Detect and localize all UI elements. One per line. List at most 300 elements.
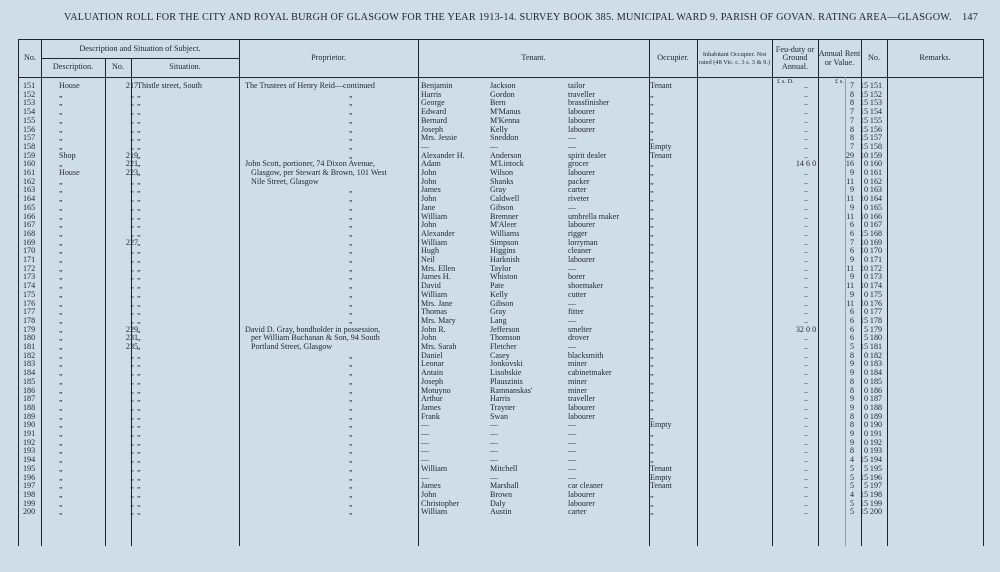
row-number: 197 xyxy=(23,481,36,491)
tenant-occupation: car cleaner xyxy=(568,481,604,491)
row-number: 188 xyxy=(23,402,36,412)
tenant-occupation: labourer xyxy=(568,411,595,421)
tenant-surname: Jackson xyxy=(490,81,516,90)
tenant-occupation: miner xyxy=(568,359,587,369)
occupier-cell: „ xyxy=(650,507,654,517)
description-cell: „ xyxy=(59,202,63,212)
rent-pounds: 8 xyxy=(849,420,854,430)
occupier-cell: „ xyxy=(650,107,654,117)
description-cell: „ xyxy=(59,159,63,169)
rent-shillings: 15 xyxy=(859,107,868,117)
description-cell: „ xyxy=(59,342,63,351)
tenant-first-name: — xyxy=(421,429,430,438)
feu-duty-cell: .. xyxy=(803,342,809,351)
proprietor-ditto: „ xyxy=(349,272,353,282)
tenant-surname: Wilson xyxy=(490,168,514,177)
situation-cell: „ xyxy=(137,394,141,404)
tenant-occupation: — xyxy=(568,463,577,473)
row-number-right: 187 xyxy=(869,394,883,404)
situation-cell: „ xyxy=(137,333,141,343)
description-cell: House xyxy=(59,81,80,90)
row-number-right: 153 xyxy=(869,98,883,108)
house-number-cell: „ xyxy=(130,368,134,378)
situation-cell: „ xyxy=(137,255,141,264)
feu-duty-cell: .. xyxy=(803,394,809,404)
row-number: 195 xyxy=(23,463,36,473)
occupier-cell: „ xyxy=(650,211,654,221)
rent-pounds: 8 xyxy=(849,411,854,421)
tenant-surname: Gray xyxy=(490,185,507,195)
rent-pounds: 8 xyxy=(849,133,854,143)
feu-duty-cell: .. xyxy=(803,107,809,117)
row-number-right: 160 xyxy=(869,159,883,169)
tenant-first-name: Hugh xyxy=(421,246,439,256)
rent-pounds: 9 xyxy=(849,255,854,264)
rent-shillings: 15 xyxy=(859,98,868,108)
feu-duty-cell: .. xyxy=(803,333,809,343)
proprietor-ditto: „ xyxy=(349,228,353,238)
proprietor-ditto: „ xyxy=(349,298,353,308)
row-number: 170 xyxy=(23,246,36,256)
situation-cell: „ xyxy=(137,368,141,378)
tenant-surname: Bremner xyxy=(490,211,519,221)
tenant-first-name: John xyxy=(421,333,437,343)
house-number-cell: „ xyxy=(130,289,134,299)
occupier-cell: „ xyxy=(650,255,654,264)
house-number-cell: „ xyxy=(130,202,134,212)
situation-cell: „ xyxy=(137,124,141,134)
subheader-rule xyxy=(41,58,239,59)
situation-cell: „ xyxy=(137,289,141,299)
tenant-surname: M'Lintock xyxy=(490,159,524,169)
occupier-cell: „ xyxy=(650,281,654,291)
rent-shillings: 15 xyxy=(859,81,868,90)
occupier-cell: „ xyxy=(650,359,654,369)
tenant-surname: Caldwell xyxy=(490,194,520,204)
rent-shillings: 15 xyxy=(859,455,868,465)
row-number: 191 xyxy=(23,429,36,438)
occupier-cell: Tenant xyxy=(650,481,672,491)
rent-shillings: 5 xyxy=(863,333,868,343)
row-number-right: 191 xyxy=(869,429,883,438)
occupier-cell: „ xyxy=(650,324,654,334)
col-header-feu-duty: Feu-duty or Ground Annual. xyxy=(775,44,815,71)
tenant-occupation: — xyxy=(568,298,577,308)
tenant-surname: Pate xyxy=(490,281,504,291)
feu-duty-cell: 32 0 0 xyxy=(795,324,817,334)
feu-duty-cell: .. xyxy=(803,489,809,499)
rent-pounds: 9 xyxy=(849,429,854,438)
occupier-cell: „ xyxy=(650,176,654,186)
situation-cell: „ xyxy=(137,385,141,395)
rent-pounds: 9 xyxy=(849,185,854,195)
tenant-surname: — xyxy=(490,472,499,482)
feu-duty-cell: .. xyxy=(803,376,809,386)
description-cell: „ xyxy=(59,89,63,99)
rent-shillings: 0 xyxy=(863,220,868,230)
row-number-right: 151 xyxy=(869,81,883,90)
proprietor-ditto: „ xyxy=(349,507,353,517)
tenant-first-name: Benjamin xyxy=(421,81,453,90)
rent-shillings: 0 xyxy=(863,376,868,386)
row-number: 173 xyxy=(23,272,36,282)
situation-cell: „ xyxy=(137,298,141,308)
description-cell: „ xyxy=(59,281,63,291)
row-number: 155 xyxy=(23,115,36,125)
row-number-right: 190 xyxy=(869,420,883,430)
situation-cell: „ xyxy=(137,359,141,369)
description-cell: „ xyxy=(59,429,63,438)
proprietor-text: Portland Street, Glasgow xyxy=(251,342,333,351)
occupier-cell: „ xyxy=(650,133,654,143)
tenant-surname: Jonkovski xyxy=(490,359,523,369)
tenant-occupation: labourer xyxy=(568,115,595,125)
row-number-right: 199 xyxy=(869,498,883,508)
row-number: 168 xyxy=(23,228,36,238)
proprietor-ditto: „ xyxy=(349,350,353,360)
rent-shillings: 15 xyxy=(859,115,868,125)
proprietor-ditto: „ xyxy=(349,98,353,108)
house-number-cell: „ xyxy=(130,385,134,395)
proprietor-ditto: „ xyxy=(349,255,353,264)
col-header-inhabitant: Inhabitant Occupier. Not rated (48 Vic. c. 3 s. 3 & 9.) xyxy=(698,51,771,66)
tenant-occupation: brassfinisher xyxy=(568,98,610,108)
tenant-surname: — xyxy=(490,429,499,438)
description-cell: „ xyxy=(59,333,63,343)
tenant-occupation: carter xyxy=(568,507,587,517)
proprietor-ditto: „ xyxy=(349,289,353,299)
feu-duty-cell: .. xyxy=(803,89,809,99)
situation-cell: „ xyxy=(137,455,141,465)
occupier-cell: „ xyxy=(650,272,654,282)
house-number-cell: „ xyxy=(130,437,134,447)
feu-duty-cell: .. xyxy=(803,185,809,195)
proprietor-ditto: „ xyxy=(349,446,353,456)
row-number-right: 177 xyxy=(869,307,883,317)
proprietor-ditto: „ xyxy=(349,402,353,412)
house-number-cell: „ xyxy=(130,376,134,386)
occupier-cell: „ xyxy=(650,220,654,230)
house-number-cell: 231 xyxy=(125,333,139,343)
rent-shillings: 10 xyxy=(859,263,868,273)
feu-duty-cell: .. xyxy=(803,359,809,369)
tenant-surname: Lisobskie xyxy=(490,368,522,378)
occupier-cell: „ xyxy=(650,194,654,204)
proprietor-ditto: „ xyxy=(349,359,353,369)
tenant-surname: Jefferson xyxy=(490,324,520,334)
proprietor-text: Glasgow, per Stewart & Brown, 101 West xyxy=(251,168,387,177)
description-cell: „ xyxy=(59,176,63,186)
situation-cell: „ xyxy=(137,437,141,447)
description-cell: „ xyxy=(59,115,63,125)
proprietor-ditto: „ xyxy=(349,429,353,438)
row-number-right: 180 xyxy=(869,333,883,343)
tenant-occupation: traveller xyxy=(568,89,595,99)
row-number: 194 xyxy=(23,455,36,465)
row-number: 187 xyxy=(23,394,36,404)
tenant-surname: Ramnanskas' xyxy=(490,385,533,395)
situation-cell: „ xyxy=(137,420,141,430)
row-number: 183 xyxy=(23,359,36,369)
row-number-right: 155 xyxy=(869,115,883,125)
house-number-cell: „ xyxy=(130,133,134,143)
row-number: 193 xyxy=(23,446,36,456)
rent-pounds: 5 xyxy=(849,507,854,517)
tenant-surname: Trayner xyxy=(490,402,516,412)
situation-cell: „ xyxy=(137,150,141,160)
row-number-right: 159 xyxy=(869,150,883,160)
row-number: 176 xyxy=(23,298,36,308)
description-cell: „ xyxy=(59,489,63,499)
row-number: 171 xyxy=(23,255,36,264)
row-number-right: 192 xyxy=(869,437,883,447)
rent-pounds: 8 xyxy=(849,350,854,360)
tenant-surname: Taylor xyxy=(490,263,512,273)
tenant-occupation: miner xyxy=(568,376,587,386)
proprietor-ditto: „ xyxy=(349,124,353,134)
proprietor-ditto: „ xyxy=(349,246,353,256)
situation-cell: „ xyxy=(137,350,141,360)
row-number: 161 xyxy=(23,168,36,177)
row-number-right: 179 xyxy=(869,324,883,334)
row-number: 179 xyxy=(23,324,36,334)
tenant-occupation: labourer xyxy=(568,255,595,264)
feu-duty-cell: .. xyxy=(803,176,809,186)
tenant-surname: M'Aleer xyxy=(490,220,517,230)
proprietor-ditto: „ xyxy=(349,281,353,291)
tenant-first-name: William xyxy=(421,289,448,299)
house-number-cell: „ xyxy=(130,124,134,134)
tenant-first-name: John xyxy=(421,168,437,177)
occupier-cell: „ xyxy=(650,228,654,238)
tenant-first-name: John R. xyxy=(421,324,446,334)
tenant-occupation: traveller xyxy=(568,394,595,404)
tenant-occupation: — xyxy=(568,420,577,430)
description-cell: „ xyxy=(59,133,63,143)
col-header-no-right: No. xyxy=(867,53,881,63)
tenant-occupation: borer xyxy=(568,272,586,282)
row-number: 177 xyxy=(23,307,36,317)
row-number-right: 184 xyxy=(869,368,883,378)
tenant-surname: Bern xyxy=(490,98,506,108)
row-number-right: 200 xyxy=(869,507,883,517)
description-cell: „ xyxy=(59,359,63,369)
situation-cell: „ xyxy=(137,220,141,230)
description-cell: „ xyxy=(59,368,63,378)
occupier-cell: Empty xyxy=(650,141,672,151)
feu-duty-cell: .. xyxy=(803,411,809,421)
tenant-surname: Thomson xyxy=(490,333,521,343)
house-number-cell: 229 xyxy=(125,324,139,334)
tenant-occupation: — xyxy=(568,133,577,143)
proprietor-ditto: „ xyxy=(349,211,353,221)
house-number-cell: „ xyxy=(130,263,134,273)
feu-duty-cell: .. xyxy=(803,298,809,308)
feu-duty-cell: .. xyxy=(803,307,809,317)
situation-cell: „ xyxy=(137,107,141,117)
tenant-occupation: labourer xyxy=(568,168,595,177)
rent-shillings: 0 xyxy=(863,272,868,282)
situation-cell: „ xyxy=(137,246,141,256)
tenant-first-name: John xyxy=(421,176,437,186)
occupier-cell: „ xyxy=(650,159,654,169)
feu-duty-cell: .. xyxy=(803,194,809,204)
house-number-cell: 227 xyxy=(125,237,139,247)
tenant-occupation: tailor xyxy=(568,81,586,90)
row-number-right: 152 xyxy=(869,89,883,99)
row-number-right: 168 xyxy=(869,228,883,238)
proprietor-ditto: „ xyxy=(349,263,353,273)
house-number-cell: „ xyxy=(130,255,134,264)
house-number-cell: „ xyxy=(130,176,134,186)
tenant-occupation: cutter xyxy=(568,289,587,299)
description-cell: „ xyxy=(59,315,63,325)
house-number-cell: 235 xyxy=(125,342,139,351)
tenant-surname: Daly xyxy=(490,498,506,508)
tenant-occupation: labourer xyxy=(568,220,595,230)
situation-cell: „ xyxy=(137,263,141,273)
rent-shillings: 0 xyxy=(863,307,868,317)
tenant-surname: Williams xyxy=(490,228,520,238)
rent-pounds: 5 xyxy=(849,342,854,351)
proprietor-ditto: „ xyxy=(349,463,353,473)
rent-shillings: 15 xyxy=(859,228,868,238)
row-number-right: 158 xyxy=(869,141,883,151)
rent-pounds: 11 xyxy=(846,263,854,273)
occupier-cell: „ xyxy=(650,455,654,465)
proprietor-ditto: „ xyxy=(349,489,353,499)
rent-shillings: 15 xyxy=(859,133,868,143)
rent-pounds: 8 xyxy=(849,89,854,99)
row-number: 189 xyxy=(23,411,36,421)
tenant-surname: Mitchell xyxy=(490,463,518,473)
tenant-surname: M'Manus xyxy=(490,107,521,117)
proprietor-text: The Trustees of Henry Reid—continued xyxy=(245,81,375,90)
rent-shillings: 5 xyxy=(863,463,868,473)
description-cell: „ xyxy=(59,402,63,412)
tenant-surname: Gordon xyxy=(490,89,515,99)
occupier-cell: „ xyxy=(650,315,654,325)
rent-shillings: 15 xyxy=(859,489,868,499)
feu-duty-cell: .. xyxy=(803,437,809,447)
feu-duty-cell: .. xyxy=(803,246,809,256)
occupier-cell: „ xyxy=(650,202,654,212)
row-number: 156 xyxy=(23,124,36,134)
row-number: 160 xyxy=(23,159,36,169)
situation-cell: „ xyxy=(137,194,141,204)
rent-pounds: 11 xyxy=(846,281,854,291)
occupier-cell: „ xyxy=(650,168,654,177)
tenant-surname: — xyxy=(490,420,499,430)
feu-duty-cell: .. xyxy=(803,315,809,325)
rent-pounds: 5 xyxy=(849,481,854,491)
tenant-occupation: drover xyxy=(568,333,590,343)
situation-cell: „ xyxy=(137,228,141,238)
rent-pounds: 7 xyxy=(849,115,854,125)
proprietor-ditto: „ xyxy=(349,315,353,325)
rent-pounds: 9 xyxy=(849,402,854,412)
proprietor-ditto: „ xyxy=(349,420,353,430)
tenant-first-name: James xyxy=(421,481,441,491)
feu-duty-cell: .. xyxy=(803,150,809,160)
tenant-first-name: William xyxy=(421,507,448,517)
occupier-cell: „ xyxy=(650,307,654,317)
row-number-right: 163 xyxy=(869,185,883,195)
occupier-cell: „ xyxy=(650,446,654,456)
description-cell: „ xyxy=(59,98,63,108)
row-number: 175 xyxy=(23,289,36,299)
occupier-cell: „ xyxy=(650,237,654,247)
col-header-number: No. xyxy=(111,62,125,72)
occupier-cell: Tenant xyxy=(650,81,672,90)
row-number-right: 181 xyxy=(869,342,883,351)
row-number: 158 xyxy=(23,141,36,151)
tenant-surname: Austin xyxy=(490,507,512,517)
feu-duty-cell: .. xyxy=(803,202,809,212)
rent-pounds: 9 xyxy=(849,359,854,369)
row-number: 178 xyxy=(23,315,36,325)
feu-duty-cell: .. xyxy=(803,481,809,491)
tenant-occupation: cabinetmaker xyxy=(568,368,612,378)
rent-shillings: 0 xyxy=(863,446,868,456)
house-number-cell: „ xyxy=(130,446,134,456)
row-number: 192 xyxy=(23,437,36,447)
situation-cell: „ xyxy=(137,185,141,195)
description-cell: „ xyxy=(59,411,63,421)
house-number-cell: „ xyxy=(130,89,134,99)
tenant-first-name: John xyxy=(421,489,437,499)
tenant-first-name: Frank xyxy=(421,411,440,421)
feu-duty-cell: .. xyxy=(803,368,809,378)
row-number-right: 156 xyxy=(869,124,883,134)
feu-duty-cell: .. xyxy=(803,350,809,360)
row-number: 196 xyxy=(23,472,36,482)
rent-shillings: 10 xyxy=(859,246,868,256)
situation-cell: „ xyxy=(137,168,141,177)
tenant-surname: — xyxy=(490,455,499,465)
row-number: 157 xyxy=(23,133,36,143)
description-cell: „ xyxy=(59,185,63,195)
occupier-cell: „ xyxy=(650,333,654,343)
occupier-cell: „ xyxy=(650,385,654,395)
rent-shillings: 15 xyxy=(859,141,868,151)
description-cell: „ xyxy=(59,437,63,447)
tenant-occupation: riveter xyxy=(568,194,590,204)
page-header xyxy=(18,12,978,26)
rent-pounds: 6 xyxy=(849,220,854,230)
row-number: 152 xyxy=(23,89,36,99)
feu-duty-cell: .. xyxy=(803,429,809,438)
occupier-cell: „ xyxy=(650,489,654,499)
situation-cell: „ xyxy=(137,115,141,125)
occupier-cell: „ xyxy=(650,376,654,386)
col-header-occupier: Occupier. xyxy=(657,53,689,63)
tenant-surname: — xyxy=(490,446,499,456)
description-cell: „ xyxy=(59,237,63,247)
row-number-right: 189 xyxy=(869,411,883,421)
rent-shillings: 0 xyxy=(863,185,868,195)
valuation-table xyxy=(18,39,984,546)
table-row xyxy=(19,421,983,430)
proprietor-ditto: „ xyxy=(349,411,353,421)
house-number-cell: „ xyxy=(130,350,134,360)
tenant-surname: — xyxy=(490,437,499,447)
occupier-cell: „ xyxy=(650,402,654,412)
house-number-cell: 221 xyxy=(125,159,139,169)
row-number-right: 166 xyxy=(869,211,883,221)
situation-cell: „ xyxy=(137,141,141,151)
proprietor-ditto: „ xyxy=(349,437,353,447)
